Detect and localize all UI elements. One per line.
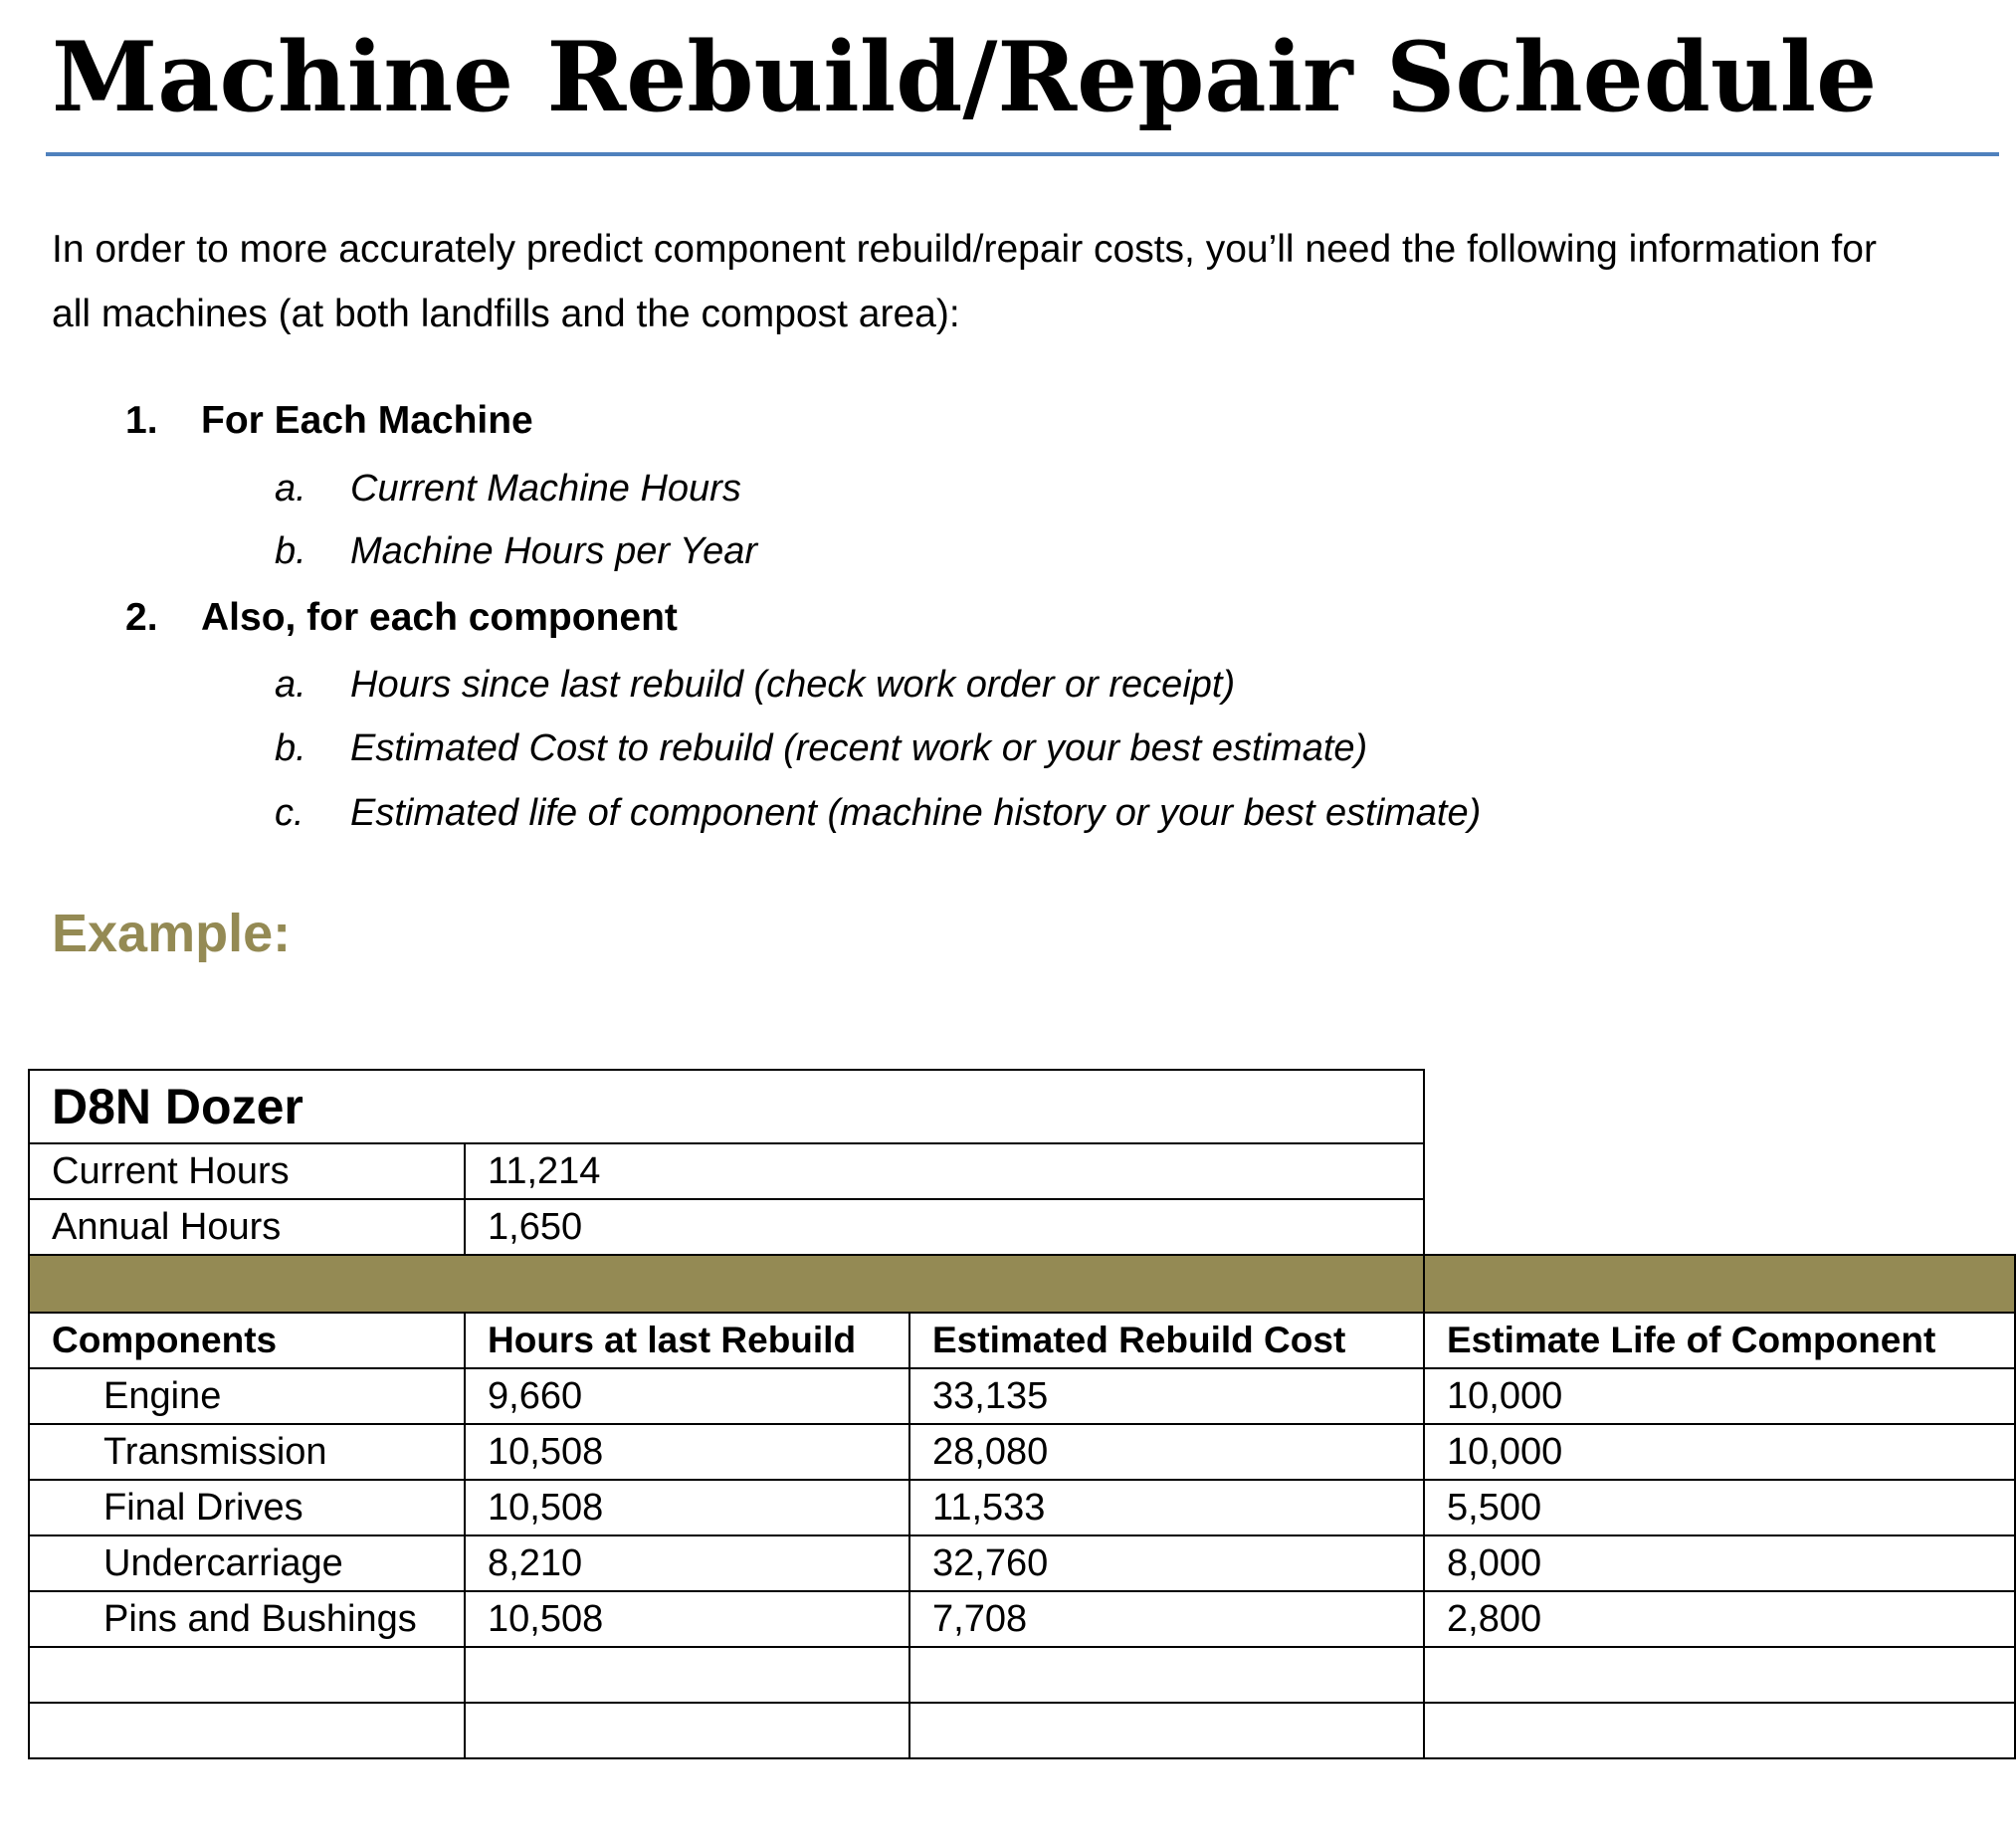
estimated-life: 8,000	[1424, 1535, 2015, 1591]
estimated-life: 10,000	[1424, 1368, 2015, 1424]
list-item-for-each-machine: For Each Machine	[201, 399, 533, 442]
table-row	[29, 1143, 2015, 1199]
column-header-estimated-rebuild-cost: Estimated Rebuild Cost	[909, 1313, 1424, 1368]
table-header-row	[29, 1313, 2015, 1368]
hours-at-last-rebuild: 8,210	[465, 1535, 909, 1591]
hours-at-last-rebuild: 10,508	[465, 1591, 909, 1647]
estimated-rebuild-cost: 7,708	[909, 1591, 1424, 1647]
sub-item-estimated-cost: Estimated Cost to rebuild (recent work or your best estimate)	[350, 727, 1368, 769]
machine-name: D8N Dozer	[29, 1070, 1424, 1143]
hours-at-last-rebuild	[465, 1647, 909, 1703]
column-header-estimate-life: Estimate Life of Component	[1424, 1313, 2015, 1368]
accent-band-row	[29, 1255, 2015, 1313]
table-row	[29, 1591, 2015, 1647]
table-row-empty	[29, 1703, 2015, 1758]
component-name: Transmission	[29, 1424, 465, 1480]
table-row	[29, 1535, 2015, 1591]
empty-cell	[1424, 1199, 2015, 1255]
estimated-rebuild-cost	[909, 1703, 1424, 1758]
sub-item-estimated-life: Estimated life of component (machine history or your best estimate)	[350, 792, 1482, 834]
intro-paragraph: In order to more accurately predict component rebuild/repair costs, you’ll need the following information for all machines (at both landfills and the compost area):	[52, 228, 1877, 335]
empty-cell	[1424, 1143, 2015, 1199]
accent-band	[1424, 1255, 2015, 1313]
estimated-rebuild-cost	[909, 1647, 1424, 1703]
sub-item-letter: b.	[275, 727, 306, 769]
hours-at-last-rebuild: 10,508	[465, 1480, 909, 1535]
estimated-life: 5,500	[1424, 1480, 2015, 1535]
sub-item-letter: b.	[275, 530, 306, 572]
table-row	[29, 1480, 2015, 1535]
component-name: Pins and Bushings	[29, 1591, 465, 1647]
table-row	[29, 1070, 2015, 1143]
component-name: Undercarriage	[29, 1535, 465, 1591]
empty-cell	[1424, 1070, 2015, 1143]
estimated-rebuild-cost: 33,135	[909, 1368, 1424, 1424]
annual-hours-label: Annual Hours	[29, 1199, 465, 1255]
component-name: Final Drives	[29, 1480, 465, 1535]
hours-at-last-rebuild: 9,660	[465, 1368, 909, 1424]
page-title: Machine Rebuild/Repair Schedule	[52, 21, 1878, 133]
list-item-each-component: Also, for each component	[201, 596, 678, 639]
component-name	[29, 1647, 465, 1703]
current-hours-value: 11,214	[465, 1143, 1424, 1199]
sub-item-machine-hours-per-year: Machine Hours per Year	[350, 530, 758, 572]
hours-at-last-rebuild	[465, 1703, 909, 1758]
sub-item-hours-since-rebuild: Hours since last rebuild (check work order or receipt)	[350, 664, 1236, 706]
estimated-rebuild-cost: 32,760	[909, 1535, 1424, 1591]
sub-item-current-machine-hours: Current Machine Hours	[350, 468, 741, 510]
column-header-components: Components	[29, 1313, 465, 1368]
table-row	[29, 1424, 2015, 1480]
table-row	[29, 1368, 2015, 1424]
list-number-2: 2.	[125, 596, 158, 639]
sub-item-letter: a.	[275, 468, 306, 510]
component-name: Engine	[29, 1368, 465, 1424]
sub-item-letter: a.	[275, 664, 306, 706]
accent-band	[29, 1255, 1424, 1313]
table-row-empty	[29, 1647, 2015, 1703]
estimated-life: 10,000	[1424, 1424, 2015, 1480]
estimated-life: 2,800	[1424, 1591, 2015, 1647]
estimated-life	[1424, 1647, 2015, 1703]
title-divider	[46, 152, 1999, 156]
example-heading: Example:	[52, 904, 292, 963]
current-hours-label: Current Hours	[29, 1143, 465, 1199]
estimated-life	[1424, 1703, 2015, 1758]
table-row	[29, 1199, 2015, 1255]
sub-item-letter: c.	[275, 792, 304, 834]
machine-schedule-table	[28, 1069, 2016, 1759]
hours-at-last-rebuild: 10,508	[465, 1424, 909, 1480]
estimated-rebuild-cost: 28,080	[909, 1424, 1424, 1480]
estimated-rebuild-cost: 11,533	[909, 1480, 1424, 1535]
annual-hours-value: 1,650	[465, 1199, 1424, 1255]
column-header-hours-at-last-rebuild: Hours at last Rebuild	[465, 1313, 909, 1368]
component-name	[29, 1703, 465, 1758]
list-number-1: 1.	[125, 399, 158, 442]
